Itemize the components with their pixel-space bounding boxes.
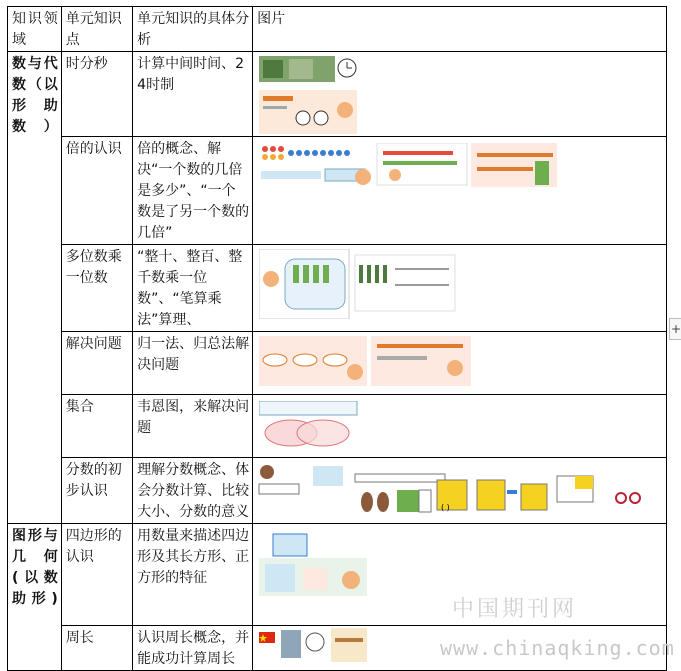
table-row bbox=[8, 458, 667, 524]
row-picture-cell bbox=[253, 395, 667, 458]
domain-shape-geometry: 图形与几何(以数助形) bbox=[8, 524, 62, 671]
table-row bbox=[8, 52, 667, 137]
word-problem-picture bbox=[259, 336, 479, 388]
header-unit-analysis: 单元知识的具体分析 bbox=[133, 7, 253, 52]
fraction-picture bbox=[257, 460, 657, 516]
watermark-url: www.chinaqking.com bbox=[440, 636, 675, 660]
row-picture-cell bbox=[253, 137, 667, 245]
row-analysis: 认识周长概念，并能成功计算周长 bbox=[133, 626, 253, 671]
perimeter-picture bbox=[259, 628, 369, 666]
row-analysis: 用数量来描述四边形及其长方形、正方形的特征 bbox=[133, 524, 253, 626]
clock-lesson-picture bbox=[259, 56, 359, 134]
table-row bbox=[8, 332, 667, 395]
header-knowledge-domain: 知识领域 bbox=[8, 7, 62, 52]
row-picture-cell bbox=[253, 458, 667, 524]
row-analysis: 理解分数概念、体会分数计算、比较大小、分数的意义 bbox=[133, 458, 253, 524]
multiplication-picture bbox=[259, 249, 459, 319]
row-picture-cell bbox=[253, 332, 667, 395]
row-picture-cell bbox=[253, 52, 667, 137]
multiple-concept-picture bbox=[259, 143, 559, 193]
add-row-button[interactable]: + bbox=[669, 318, 681, 340]
row-analysis: 韦恩图，来解决问题 bbox=[133, 395, 253, 458]
table-row bbox=[8, 245, 667, 332]
svg-text:( ): ( ) bbox=[441, 503, 450, 512]
row-point: 多位数乘一位数 bbox=[61, 245, 132, 332]
row-point: 时分秒 bbox=[61, 52, 132, 137]
table-header-row bbox=[8, 7, 667, 52]
knowledge-table bbox=[7, 6, 667, 671]
table-row bbox=[8, 395, 667, 458]
header-unit-point: 单元知识点 bbox=[61, 7, 132, 52]
row-analysis: 计算中间时间、24时制 bbox=[133, 52, 253, 137]
row-analysis: 倍的概念、解决“一个数的几倍是多少”、“一个数是了另一个数的几倍” bbox=[133, 137, 253, 245]
venn-diagram-picture bbox=[259, 401, 359, 449]
row-point: 集合 bbox=[61, 395, 132, 458]
header-picture: 图片 bbox=[253, 7, 667, 52]
row-point: 周长 bbox=[61, 626, 132, 671]
row-point: 倍的认识 bbox=[61, 137, 132, 245]
row-point: 四边形的认识 bbox=[61, 524, 132, 626]
watermark-site-name: 中国期刊网 bbox=[452, 597, 578, 622]
row-point: 分数的初步认识 bbox=[61, 458, 132, 524]
row-analysis: “整十、整百、整千数乘一位数”、“笔算乘法”算理、 bbox=[133, 245, 253, 332]
quadrilateral-picture bbox=[259, 528, 369, 598]
row-picture-cell bbox=[253, 245, 667, 332]
row-analysis: 归一法、归总法解决问题 bbox=[133, 332, 253, 395]
row-point: 解决问题 bbox=[61, 332, 132, 395]
domain-number-algebra: 数与代数（以形助数） bbox=[8, 52, 62, 524]
table-row bbox=[8, 137, 667, 245]
